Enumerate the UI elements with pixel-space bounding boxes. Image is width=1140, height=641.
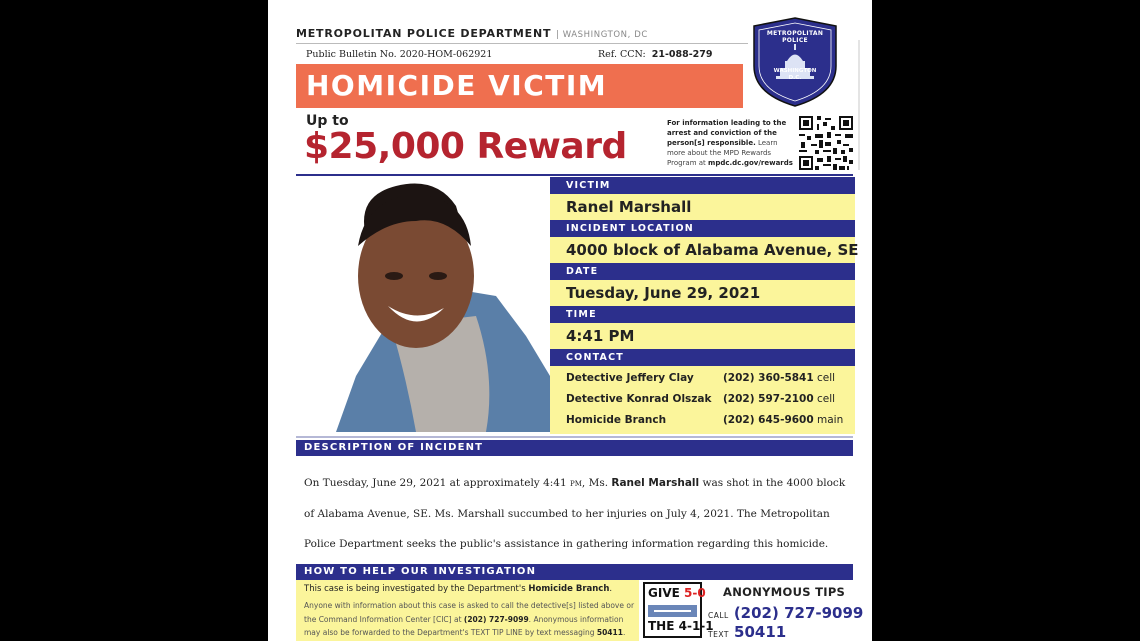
help-line-1 (304, 584, 612, 594)
help-text: . (609, 584, 613, 594)
incident-time: 4:41 PM (550, 323, 855, 349)
contact-list (550, 366, 855, 434)
reward-amount: $25,000 Reward (304, 126, 627, 167)
badge-bottom-text: WASHINGTON D.C. (773, 68, 817, 81)
help-text: . Anonymous information may also be forwarded to the Department's TEXT TIP LINE by text messaging (304, 614, 624, 637)
call-label: CALL (708, 611, 729, 620)
give-50-text: 5-0 (684, 586, 706, 600)
contact-name: Detective Konrad Olszak (566, 393, 712, 405)
incident-location: 4000 block of Alabama Avenue, SE (550, 237, 855, 263)
description-part: , Ms. (581, 477, 612, 489)
victim-label: VICTIM (550, 177, 855, 194)
header-divider (296, 43, 748, 44)
help-text: Anyone with information about this case is asked to call the detective[s] listed above or the Command Information Center [CIC] at (304, 601, 635, 624)
qr-code-icon[interactable] (799, 116, 853, 170)
give-50-stripe (648, 605, 697, 617)
ccn-value: 21-088-279 (651, 49, 713, 60)
description-part: was shot in the 4000 block of Alabama Avenue, SE. Ms. Marshall succumbed to her injuries on July 4, 2021. The Metropolitan Police Department seeks the public's assistance in gathering information regarding this homicide. (304, 477, 846, 550)
anonymous-tips-title: ANONYMOUS TIPS (723, 585, 846, 599)
tip-phone[interactable]: (202) 727-9099 (733, 604, 864, 622)
ccn-reference (598, 49, 713, 60)
time-label: TIME (550, 306, 855, 323)
description-part: On Tuesday, June 29, 2021 at approximately 4:41 (304, 477, 570, 489)
contact-phone[interactable]: (202) 645-9600 (723, 414, 814, 426)
help-text: This case is being investigated by the Department's (304, 584, 529, 594)
contact-name: Homicide Branch (566, 414, 667, 426)
homicide-branch: Homicide Branch (528, 584, 610, 594)
text-code: 50411 (596, 628, 623, 637)
homicide-banner (296, 64, 743, 108)
contact-label: CONTACT (550, 349, 855, 366)
contact-type: cell (817, 372, 836, 384)
give-50-logo (643, 582, 714, 638)
give-50-bottom (648, 619, 714, 633)
give-50-top (648, 586, 706, 600)
contact-name: Detective Jeffery Clay (566, 372, 694, 384)
tip-text-number[interactable]: 50411 (734, 623, 787, 641)
reward-prefix: Up to (306, 113, 349, 129)
description-text (304, 468, 852, 560)
the-text: THE (648, 619, 675, 633)
help-panel (296, 580, 639, 641)
victim-photo (296, 176, 550, 432)
help-line-2 (304, 599, 636, 640)
help-heading: HOW TO HELP OUR INVESTIGATION (296, 564, 853, 580)
description-victim-name: Ranel Marshall (611, 477, 700, 489)
tip-text (708, 622, 786, 641)
reward-info-learn: Learn more about the MPD Rewards Program at (667, 139, 778, 167)
department-name: METROPOLITAN POLICE DEPARTMENT (296, 27, 552, 40)
department-city: | WASHINGTON, DC (555, 30, 648, 40)
date-label: DATE (550, 263, 855, 280)
contact-phone[interactable]: (202) 597-2100 (723, 393, 814, 405)
ccn-label: Ref. CCN: (598, 49, 646, 60)
the-411-text: 4-1-1 (678, 619, 714, 633)
bulletin-page (268, 0, 872, 641)
reward-link[interactable]: mpdc.dc.gov/rewards (708, 159, 793, 167)
bulletin-number: Public Bulletin No. 2020-HOM-062921 (306, 49, 493, 60)
department-header (296, 27, 648, 40)
reward-info (667, 118, 795, 168)
text-label: TEXT (708, 630, 729, 639)
give-text: GIVE (648, 586, 680, 600)
banner-title: HOMICIDE VICTIM (306, 69, 608, 102)
side-margin-strip (854, 40, 866, 170)
description-pm: pm (570, 477, 582, 489)
location-label: INCIDENT LOCATION (550, 220, 855, 237)
contact-phone[interactable]: (202) 360-5841 (723, 372, 814, 384)
tip-call (708, 603, 863, 622)
description-heading: DESCRIPTION OF INCIDENT (296, 440, 853, 456)
contact-type: main (817, 414, 844, 426)
cic-phone[interactable]: (202) 727-9099 (463, 614, 529, 624)
description-rule (296, 436, 853, 438)
victim-name: Ranel Marshall (550, 194, 855, 220)
victim-info-panel (550, 177, 859, 434)
help-text: . (622, 628, 626, 637)
incident-date: Tuesday, June 29, 2021 (550, 280, 855, 306)
contact-type: cell (817, 393, 836, 405)
badge-top-text: METROPOLITAN POLICE (766, 30, 824, 44)
reward-info-arrest: For information leading to the arrest and conviction of the person[s] responsible. (667, 119, 787, 147)
